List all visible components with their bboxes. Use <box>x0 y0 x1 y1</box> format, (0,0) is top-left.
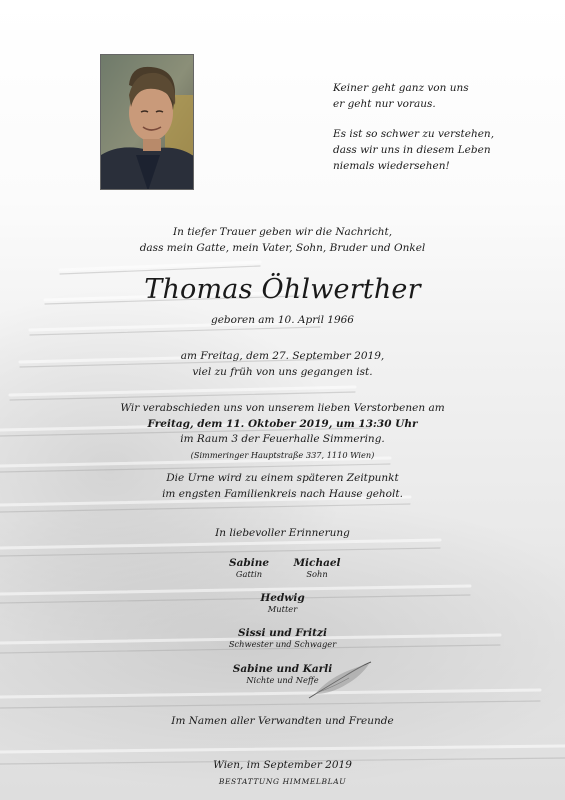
memory-heading: In liebevoller Erinnerung <box>215 527 350 539</box>
deceased-name: Thomas Öhlwerther <box>144 274 421 305</box>
family-member-name: Michael <box>293 557 341 569</box>
family-member <box>280 557 354 579</box>
family-member <box>0 627 565 649</box>
family-member-name: Sabine <box>228 557 270 569</box>
death-text <box>0 349 565 380</box>
poem-line: Es ist so schwer zu verstehen, <box>333 128 495 140</box>
intro-text <box>0 225 565 256</box>
family-member-name: Sabine und Karli <box>232 663 333 675</box>
family-member <box>0 592 565 614</box>
urn-text <box>0 471 565 502</box>
farewell-datetime: Freitag, dem 11. Oktober 2019, um 13:30 Uhr <box>147 417 418 430</box>
farewell-address: (Simmeringer Hauptstraße 337, 1110 Wien) <box>190 449 375 460</box>
poem-line: Keiner geht ganz von uns <box>333 82 469 94</box>
place-date: Wien, im September 2019 <box>213 759 352 771</box>
family-member-relation: Schwester und Schwager <box>228 639 337 649</box>
family-member <box>212 557 286 579</box>
portrait-photo <box>100 54 194 190</box>
family-member-relation: Mutter <box>267 604 298 614</box>
urn-line: im engsten Familienkreis nach Hause geholt. <box>162 487 403 500</box>
birth-date: geboren am 10. April 1966 <box>210 314 354 326</box>
death-line: am Freitag, dem 27. September 2019, <box>180 350 385 362</box>
undertaker-name: BESTATTUNG HIMMELBLAU <box>218 777 347 786</box>
family-member-relation: Sohn <box>306 569 328 579</box>
family-member-relation: Gattin <box>235 569 263 579</box>
farewell-text <box>0 401 565 463</box>
poem-line: er geht nur voraus. <box>333 98 436 110</box>
poem-stanza-1 <box>333 80 469 112</box>
closing-text: Im Namen aller Verwandten und Freunde <box>171 715 394 727</box>
family-member-name: Hedwig <box>260 592 305 604</box>
family-member <box>0 663 565 685</box>
intro-line: dass mein Gatte, mein Vater, Sohn, Bruder und Onkel <box>139 241 426 254</box>
death-line: viel zu früh von uns gegangen ist. <box>192 365 373 378</box>
poem-line: dass wir uns in diesem Leben <box>333 144 491 156</box>
farewell-line: Wir verabschieden uns von unserem lieben Verstorbenen am <box>120 402 445 414</box>
family-member-relation: Nichte und Neffe <box>246 675 319 685</box>
feather-icon <box>305 658 375 706</box>
intro-line: In tiefer Trauer geben wir die Nachricht, <box>172 226 393 238</box>
poem-line: niemals wiedersehen! <box>333 160 450 172</box>
urn-line: Die Urne wird zu einem späteren Zeitpunkt <box>166 472 399 484</box>
farewell-location: im Raum 3 der Feuerhalle Simmering. <box>180 433 385 445</box>
poem-stanza-2 <box>333 126 494 174</box>
family-member-name: Sissi und Fritzi <box>238 627 327 639</box>
